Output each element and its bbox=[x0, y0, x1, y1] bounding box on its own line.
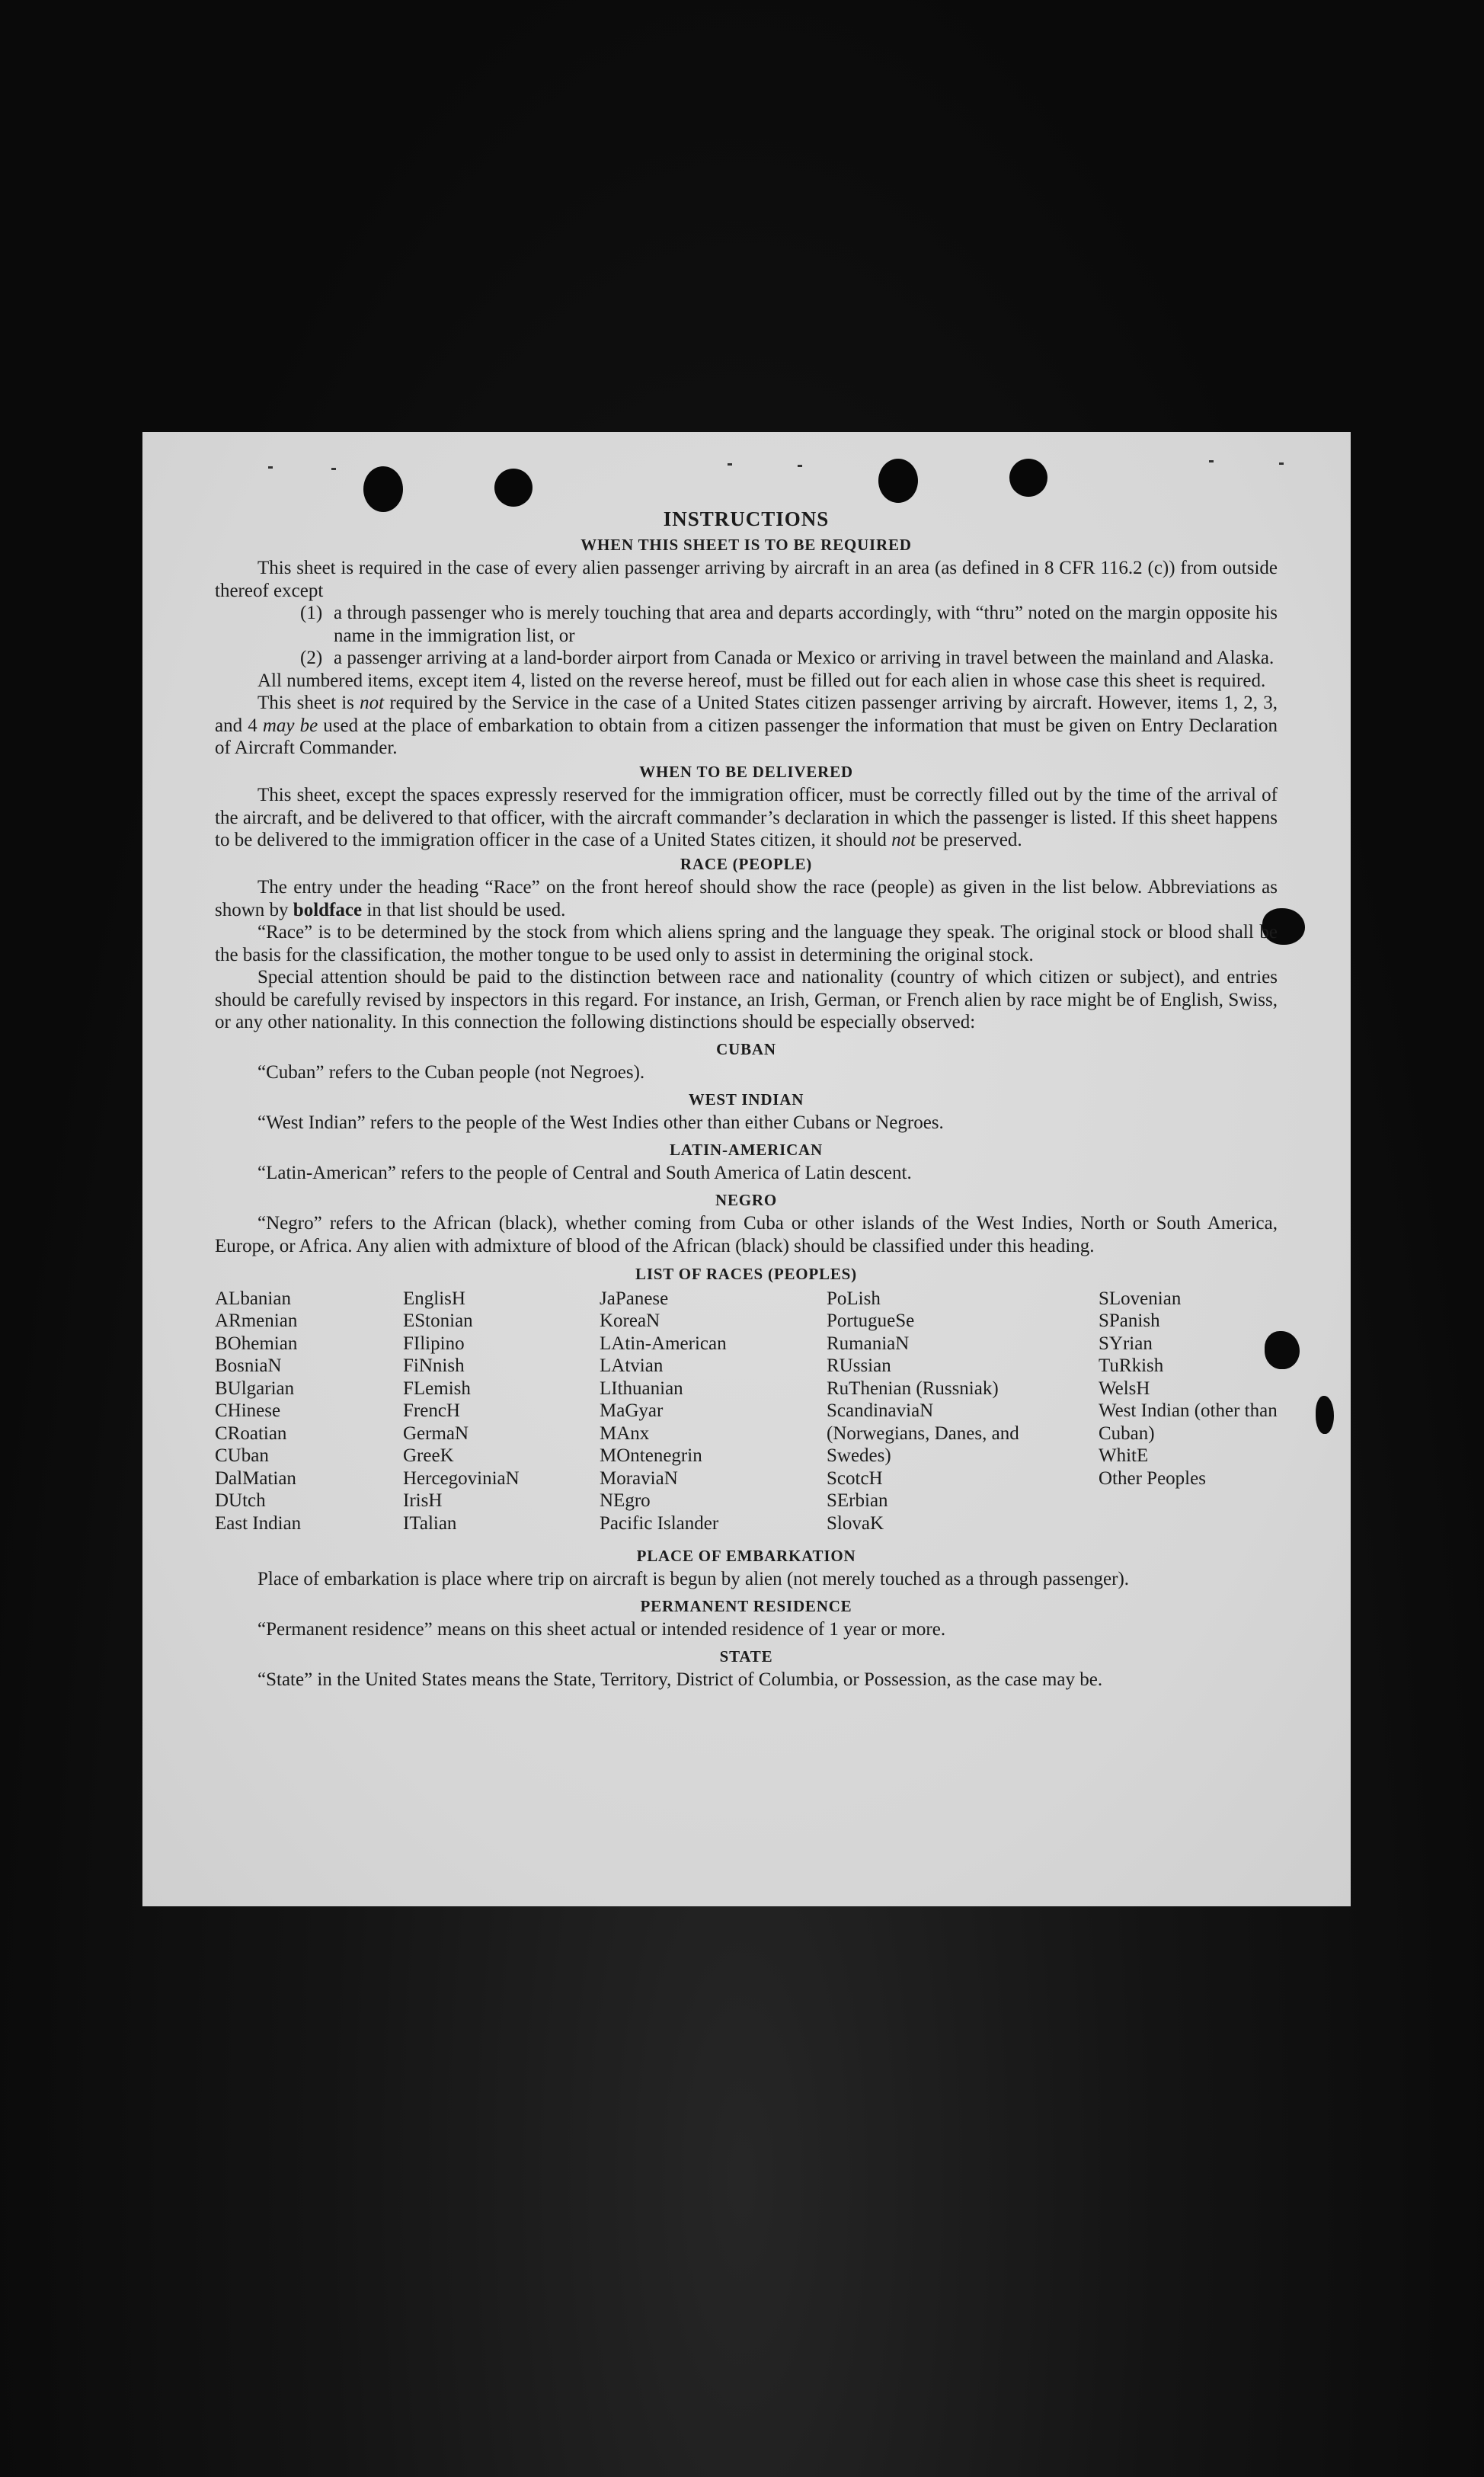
race-entry: NEgro bbox=[600, 1490, 651, 1511]
race-entry: RuThenian (Russniak) bbox=[827, 1378, 999, 1399]
paragraph-embarkation: Place of embarkation is place where trip on aircraft is begun by alien (not merely touched as a through passenger). bbox=[257, 1569, 1130, 1589]
race-entry: ScotcH bbox=[827, 1467, 883, 1489]
race-entry: WelsH bbox=[1099, 1378, 1150, 1399]
race-entry: MoraviaN bbox=[600, 1467, 678, 1489]
section-heading-permanent-residence: PERMANENT RESIDENCE bbox=[640, 1596, 852, 1615]
race-entry: CUban bbox=[215, 1445, 269, 1466]
section-heading-when-delivered: WHEN TO BE DELIVERED bbox=[639, 762, 853, 781]
section-heading-negro: NEGRO bbox=[715, 1190, 777, 1209]
section-heading-embarkation: PLACE OF EMBARKATION bbox=[636, 1546, 856, 1565]
race-entry: BosniaN bbox=[215, 1355, 282, 1376]
section-heading-race: RACE (PEOPLE) bbox=[680, 854, 813, 873]
punch-hole bbox=[1009, 459, 1047, 497]
item-number: (1) bbox=[300, 603, 323, 623]
paragraph-race-nationality: Special attention should be paid to the distinction between race and nationality (country of which citizen or subject), and entries should be carefully revised by inspectors in this regard. For instance, an Irish, German, or French alien by race might be of English, Swiss, or any other nationality. In this connection the following distinctions should be especially observed: bbox=[215, 967, 1278, 1032]
race-entry: FiNnish bbox=[403, 1355, 465, 1376]
page-title: INSTRUCTIONS bbox=[663, 507, 830, 530]
race-entry: CRoatian bbox=[215, 1423, 287, 1444]
race-entry: EStonian bbox=[403, 1311, 473, 1331]
instructions-text bbox=[215, 508, 1278, 1691]
race-entry: SErbian bbox=[827, 1490, 888, 1511]
race-entry: SPanish bbox=[1099, 1311, 1160, 1331]
race-entry: RUssian bbox=[827, 1355, 891, 1376]
paragraph-cuban: “Cuban” refers to the Cuban people (not Negroes). bbox=[257, 1062, 645, 1083]
section-heading-state: STATE bbox=[719, 1647, 773, 1666]
race-entry: BUlgarian bbox=[215, 1378, 295, 1399]
race-entry: FLemish bbox=[403, 1378, 471, 1399]
races-column-1 bbox=[215, 1288, 398, 1535]
punch-hole bbox=[878, 459, 918, 503]
section-heading-latin-american: LATIN-AMERICAN bbox=[670, 1140, 823, 1159]
race-entry: MaGyar bbox=[600, 1400, 664, 1421]
race-entry: ITalian bbox=[403, 1512, 457, 1534]
paragraph-permanent-residence: “Permanent residence” means on this sheet actual or intended residence of 1 year or more. bbox=[257, 1619, 946, 1640]
paragraph-negro: “Negro” refers to the African (black), whether coming from Cuba or other islands of the West Indies, North or South America, Europe, or Africa. Any alien with admixture of blood of the African (black) should be classified under this heading. bbox=[215, 1213, 1278, 1256]
race-entry: TuRkish bbox=[1099, 1355, 1164, 1376]
races-column-3 bbox=[600, 1288, 813, 1535]
speck bbox=[1209, 460, 1214, 462]
exception-item-1 bbox=[215, 602, 1278, 647]
race-entry: SLovenian bbox=[1099, 1288, 1182, 1309]
races-list bbox=[215, 1288, 1278, 1541]
race-entry: DUtch bbox=[215, 1490, 266, 1511]
item-text: a passenger arriving at a land-border airport from Canada or Mexico or arriving in travel between the mainland and Alaska. bbox=[334, 648, 1275, 668]
race-entry: LAtvian bbox=[600, 1355, 664, 1376]
race-entry: PoLish bbox=[827, 1288, 881, 1309]
race-entry: FrencH bbox=[403, 1400, 460, 1421]
paragraph-race-stock: “Race” is to be determined by the stock from which aliens spring and the language they speak. The original stock or blood shall be the basis for the classification, the mother tongue to be used only to assist in determining the original stock. bbox=[215, 922, 1278, 965]
item-text: a through passenger who is merely touching that area and departs accordingly, with “thru” noted on the margin opposite his name in the immigration list, or bbox=[334, 603, 1278, 646]
race-entry: KoreaN bbox=[600, 1311, 660, 1331]
paragraph-west-indian: “West Indian” refers to the people of the West Indies other than either Cubans or Negroes. bbox=[257, 1112, 944, 1133]
race-entry: MAnx bbox=[600, 1423, 650, 1444]
paragraph-numbered-items: All numbered items, except item 4, listed on the reverse hereof, must be filled out for each alien in whose case this sheet is required. bbox=[257, 670, 1266, 691]
race-entry: East Indian bbox=[215, 1512, 302, 1534]
punch-hole bbox=[494, 469, 533, 507]
races-column-5 bbox=[1099, 1288, 1278, 1490]
speck bbox=[1279, 462, 1284, 465]
race-entry: EnglisH bbox=[403, 1288, 465, 1309]
item-number: (2) bbox=[300, 648, 323, 668]
race-entry: BOhemian bbox=[215, 1333, 298, 1354]
races-column-2 bbox=[403, 1288, 593, 1535]
race-entry: MOntenegrin bbox=[600, 1445, 702, 1466]
speck bbox=[268, 466, 273, 469]
ink-blot bbox=[1316, 1396, 1334, 1434]
race-entry: GreeK bbox=[403, 1445, 454, 1466]
race-entry: CHinese bbox=[215, 1400, 281, 1421]
race-entry: ARmenian bbox=[215, 1311, 298, 1331]
race-entry: RumaniaN bbox=[827, 1333, 910, 1354]
race-entry: JaPanese bbox=[600, 1288, 669, 1309]
section-heading-cuban: CUBAN bbox=[716, 1039, 776, 1058]
punch-hole bbox=[363, 466, 403, 512]
speck bbox=[728, 463, 732, 466]
race-entry: LAtin-American bbox=[600, 1333, 727, 1354]
race-entry: PortugueSe bbox=[827, 1311, 915, 1331]
race-entry: SYrian bbox=[1099, 1333, 1153, 1354]
section-heading-races-list: LIST OF RACES (PEOPLES) bbox=[635, 1265, 857, 1283]
section-heading-when-required: WHEN THIS SHEET IS TO BE REQUIRED bbox=[580, 535, 912, 554]
paragraph-latin-american: “Latin-American” refers to the people of Central and South America of Latin descent. bbox=[257, 1163, 912, 1183]
race-entry: GermaN bbox=[403, 1423, 469, 1444]
race-entry: WhitE bbox=[1099, 1445, 1149, 1466]
race-entry: HercegoviniaN bbox=[403, 1467, 520, 1489]
exception-item-2 bbox=[215, 647, 1278, 670]
race-entry: DalMatian bbox=[215, 1467, 296, 1489]
race-entry: IrisH bbox=[403, 1490, 443, 1511]
paragraph-delivery: This sheet, except the spaces expressly reserved for the immigration officer, must be correctly filled out by the time of the arrival of the aircraft, and be delivered to that officer, with the aircraft commander’s declaration in which the passenger is listed. If this sheet happens to be delivered to the immigration officer in the case of a United States citizen, it should not be preserved. bbox=[215, 785, 1278, 850]
speck bbox=[798, 465, 802, 467]
paragraph-state: “State” in the United States means the State, Territory, District of Columbia, or Possession, as the case may be. bbox=[257, 1669, 1103, 1690]
paragraph-citizen: This sheet is not required by the Service in the case of a United States citizen passenger arriving by aircraft. However, items 1, 2, 3, and 4 may be used at the place of embarkation to obtain from a citizen passenger the information that must be given on Entry Declaration of Aircraft Commander. bbox=[215, 693, 1278, 758]
paragraph-intro: This sheet is required in the case of every alien passenger arriving by aircraft in an area (as defined in 8 CFR 116.2 (c)) from outside thereof except bbox=[215, 558, 1278, 601]
race-entry: Other Peoples bbox=[1099, 1467, 1206, 1489]
speck bbox=[331, 468, 336, 470]
race-entry: ScandinaviaN (Norwegians, Danes, and Swedes) bbox=[827, 1400, 1019, 1466]
race-entry: FIlipino bbox=[403, 1333, 465, 1354]
section-heading-west-indian: WEST INDIAN bbox=[688, 1090, 804, 1109]
race-entry: ALbanian bbox=[215, 1288, 291, 1309]
races-column-4 bbox=[827, 1288, 1040, 1535]
race-entry: Pacific Islander bbox=[600, 1512, 719, 1534]
document-sheet bbox=[142, 432, 1351, 1906]
race-entry: West Indian (other than Cuban) bbox=[1099, 1400, 1278, 1444]
race-entry: LIthuanian bbox=[600, 1378, 683, 1399]
paragraph-race-entry: The entry under the heading “Race” on the front hereof should show the race (people) as given in the list below. Abbreviations as shown by boldface in that list should be used. bbox=[215, 877, 1278, 920]
race-entry: SlovaK bbox=[827, 1512, 884, 1534]
